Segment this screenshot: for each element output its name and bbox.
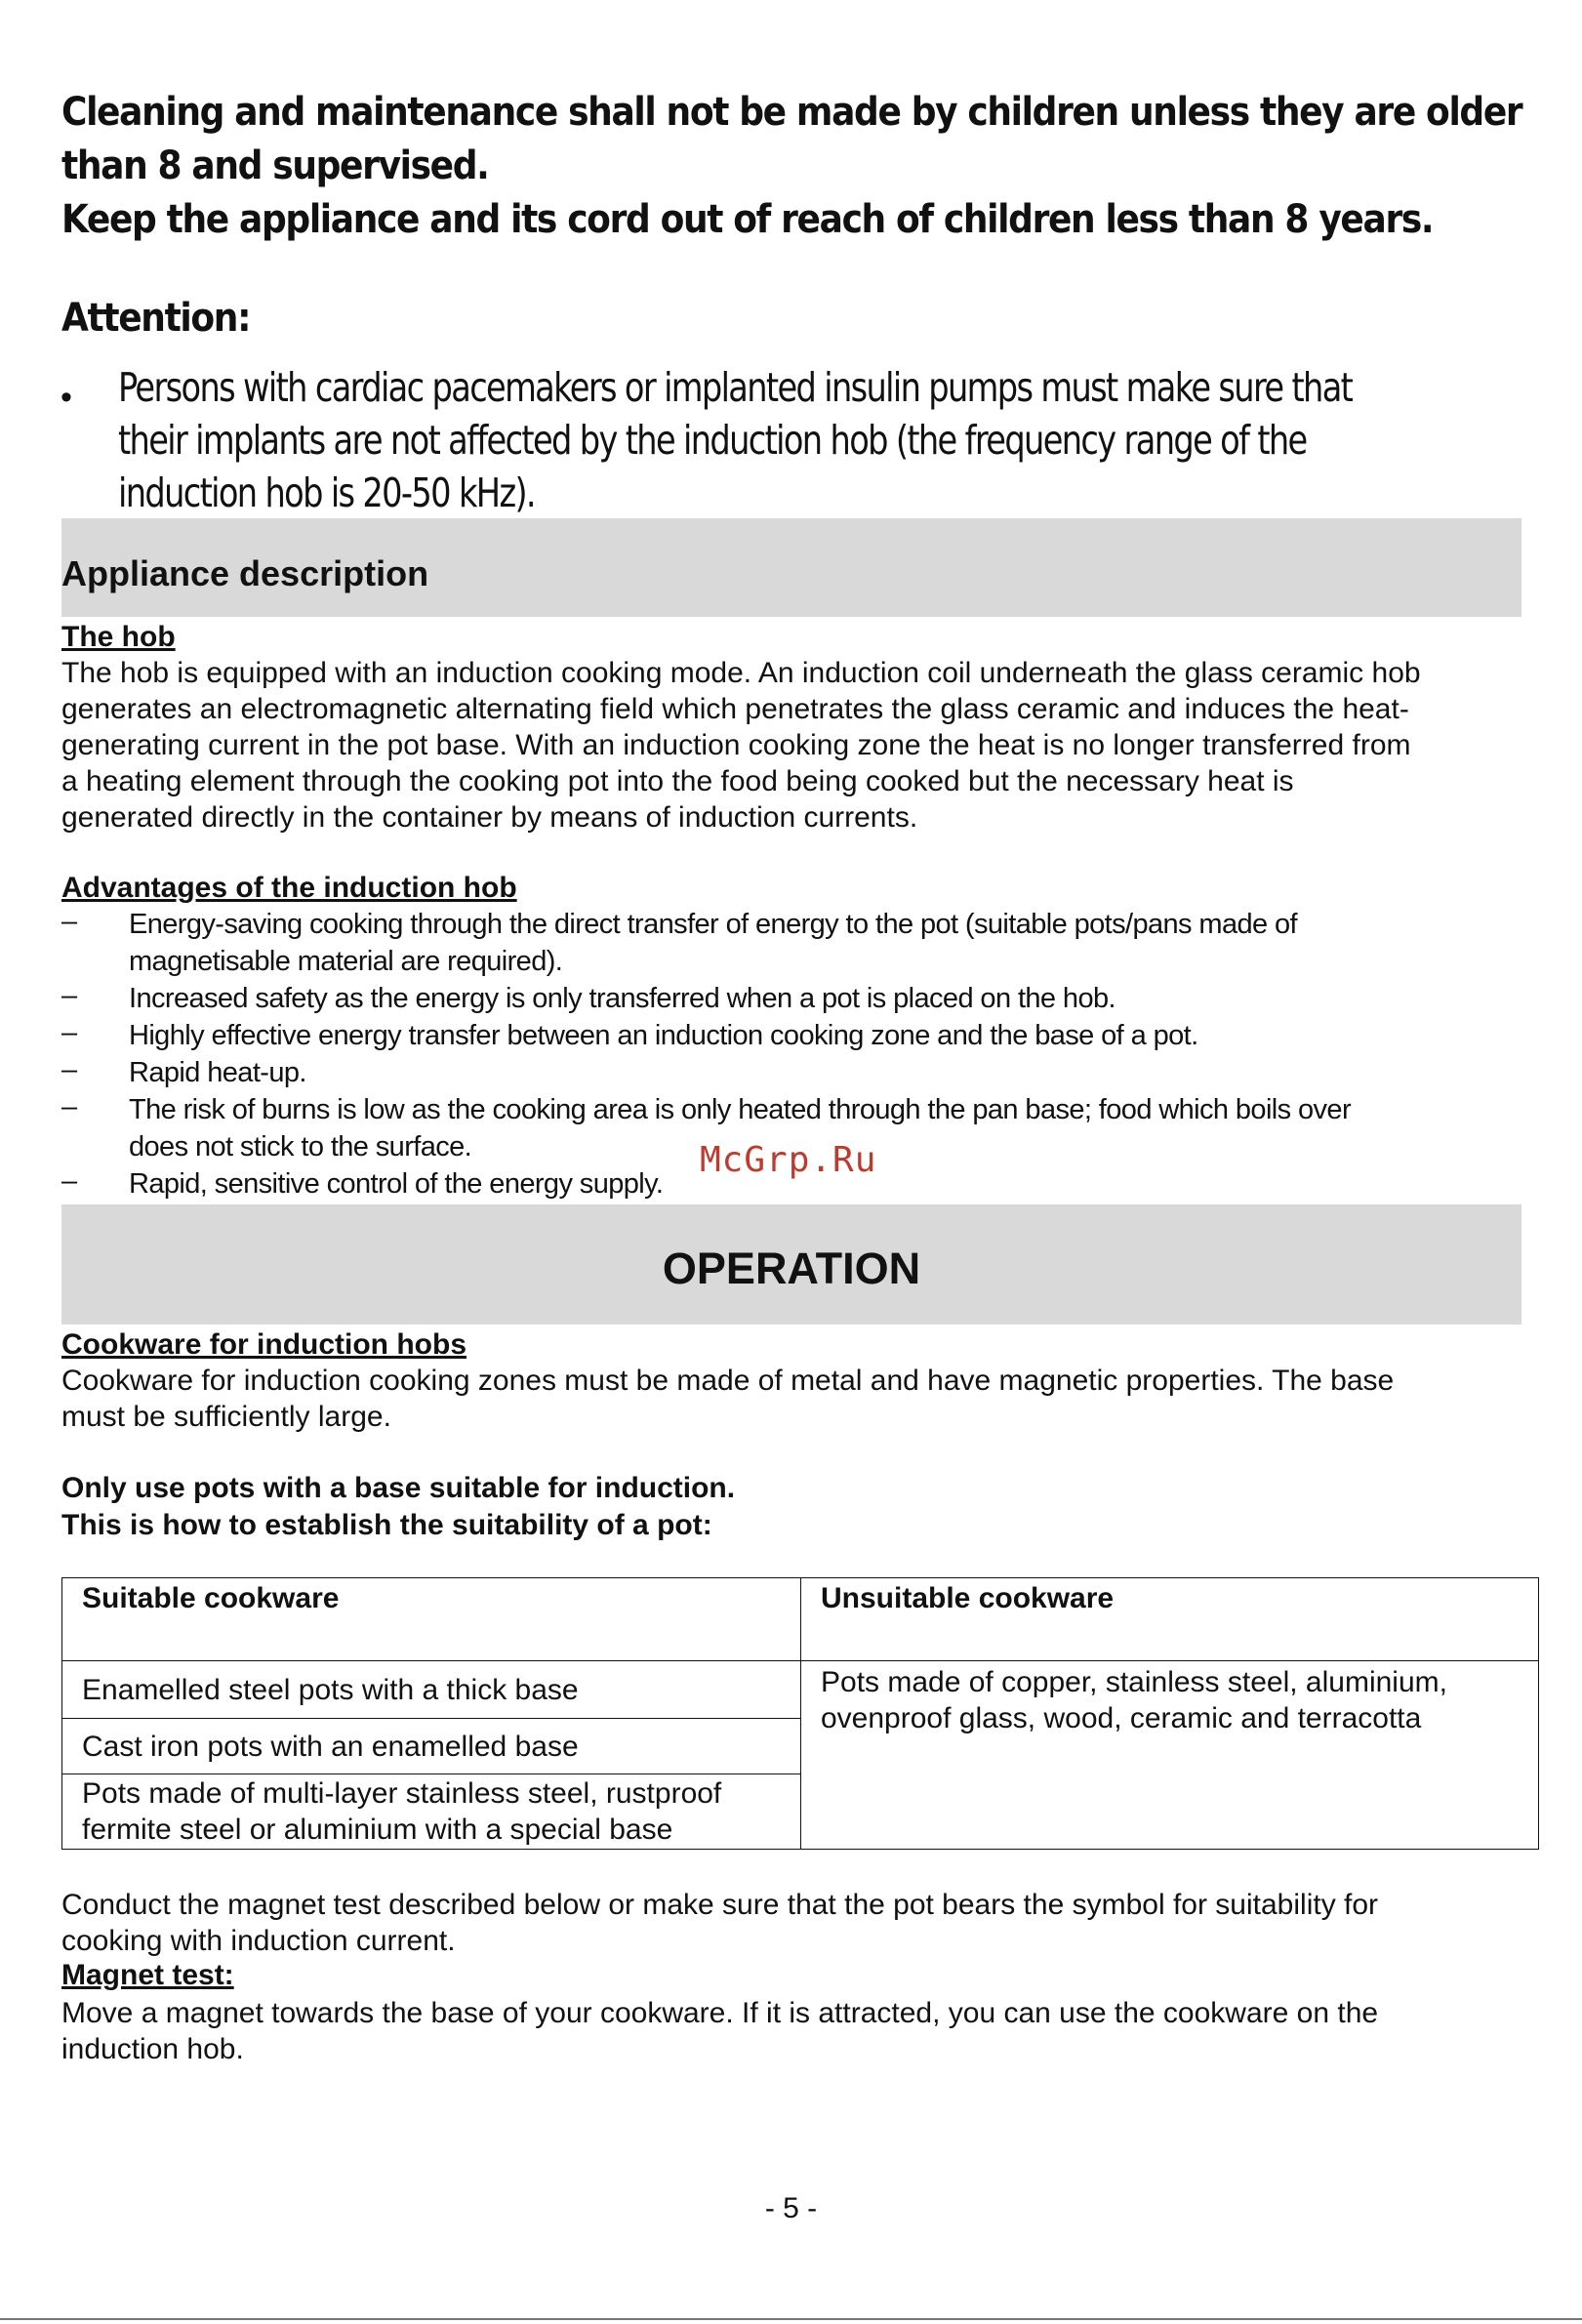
advantages-heading: Advantages of the induction hob	[61, 872, 517, 904]
dash-icon: –	[61, 1091, 77, 1122]
list-item-line: does not stick to the surface.	[129, 1131, 472, 1162]
warning-line: than 8 and supervised.	[61, 143, 489, 188]
list-item-line: Increased safety as the energy is only transferred when a pot is placed on the hob.	[129, 983, 1116, 1014]
hob-line: generates an electromagnetic alternating field which penetrates the glass ceramic and induces the heat-	[61, 693, 1409, 725]
magnet-test-paragraph	[61, 1995, 1525, 2067]
hob-line: generated directly in the container by means of induction currents.	[61, 801, 918, 834]
test-line: Conduct the magnet test described below or make sure that the pot bears the symbol for suitability for	[61, 1889, 1379, 1921]
hob-paragraph	[61, 655, 1525, 836]
unsuitable-cell: Pots made of copper, stainless steel, aluminium, ovenproof glass, wood, ceramic and terracotta	[801, 1661, 1539, 1850]
attention-line: Persons with cardiac pacemakers or implanted insulin pumps must make sure that	[118, 364, 1353, 411]
unsuitable-header: Unsuitable cookware	[801, 1578, 1539, 1661]
list-item-line: Energy-saving cooking through the direct transfer of energy to the pot (suitable pots/pans made of	[129, 909, 1297, 940]
magnet-line: induction hob.	[61, 2033, 244, 2065]
dash-icon: –	[61, 906, 77, 937]
appliance-description-title: Appliance description	[61, 553, 429, 593]
watermark: McGrp.Ru	[700, 1140, 877, 1180]
warning-line: Keep the appliance and its cord out of reach of children less than 8 years.	[61, 197, 1434, 242]
operation-title: OPERATION	[662, 1244, 921, 1293]
child-safety-warning	[61, 86, 1522, 247]
dash-icon: –	[61, 1017, 77, 1048]
suitable-header: Suitable cookware	[62, 1578, 801, 1661]
page-number: - 5 -	[764, 2192, 818, 2224]
magnet-line: Move a magnet towards the base of your cookware. If it is attracted, you can use the cookware on the	[61, 1997, 1379, 2029]
dash-icon: –	[61, 1054, 77, 1085]
table-header-row	[62, 1578, 1539, 1661]
dash-icon: –	[61, 980, 77, 1011]
hob-line: generating current in the pot base. With an induction cooking zone the heat is no longer transferred from	[61, 729, 1411, 761]
list-item-line: Rapid heat-up.	[129, 1057, 306, 1088]
list-item-line: magnetisable material are required).	[129, 946, 563, 977]
bullet-icon: •	[61, 379, 72, 416]
warning-line: Cleaning and maintenance shall not be made by children unless they are older	[61, 90, 1522, 135]
operation-band	[61, 1204, 1521, 1325]
cookware-line: Cookware for induction cooking zones must be made of metal and have magnetic properties. The base	[61, 1365, 1395, 1397]
attention-line: induction hob is 20-50 kHz).	[118, 469, 535, 516]
hob-line: The hob is equipped with an induction cooking mode. An induction coil underneath the glass ceramic hob	[61, 657, 1421, 689]
table-cell: Cast iron pots with an enamelled base	[62, 1719, 801, 1774]
hob-heading: The hob	[61, 621, 176, 653]
list-item-line: Highly effective energy transfer between an induction cooking zone and the base of a pot.	[129, 1020, 1198, 1051]
attention-line: their implants are not affected by the induction hob (the frequency range of the	[118, 417, 1307, 464]
appliance-description-band	[61, 518, 1521, 617]
test-line: cooking with induction current.	[61, 1925, 456, 1957]
magnet-test-heading: Magnet test:	[61, 1959, 234, 1991]
cookware-paragraph	[61, 1363, 1525, 1435]
test-paragraph	[61, 1887, 1525, 1959]
attention-title: Attention:	[61, 296, 251, 341]
cookware-heading: Cookware for induction hobs	[61, 1328, 467, 1361]
list-item-line: Rapid, sensitive control of the energy supply.	[129, 1168, 664, 1200]
page-bottom-divider	[0, 2318, 1582, 2320]
cookware-line: must be sufficiently large.	[61, 1401, 391, 1433]
list-item-line: The risk of burns is low as the cooking area is only heated through the pan base; food which boils over	[129, 1094, 1352, 1125]
table-row	[62, 1661, 1539, 1719]
table-cell: Enamelled steel pots with a thick base	[62, 1661, 801, 1719]
instruction-line: Only use pots with a base suitable for induction.	[61, 1472, 736, 1504]
attention-text	[118, 361, 1353, 519]
instruction-line: This is how to establish the suitability of a pot:	[61, 1509, 712, 1541]
table-cell: Pots made of multi-layer stainless steel, rustproof fermite steel or aluminium with a special base	[62, 1774, 801, 1850]
hob-line: a heating element through the cooking pot into the food being cooked but the necessary heat is	[61, 765, 1294, 797]
suitability-instructions	[61, 1470, 735, 1544]
cookware-table	[61, 1577, 1539, 1850]
dash-icon: –	[61, 1165, 77, 1197]
